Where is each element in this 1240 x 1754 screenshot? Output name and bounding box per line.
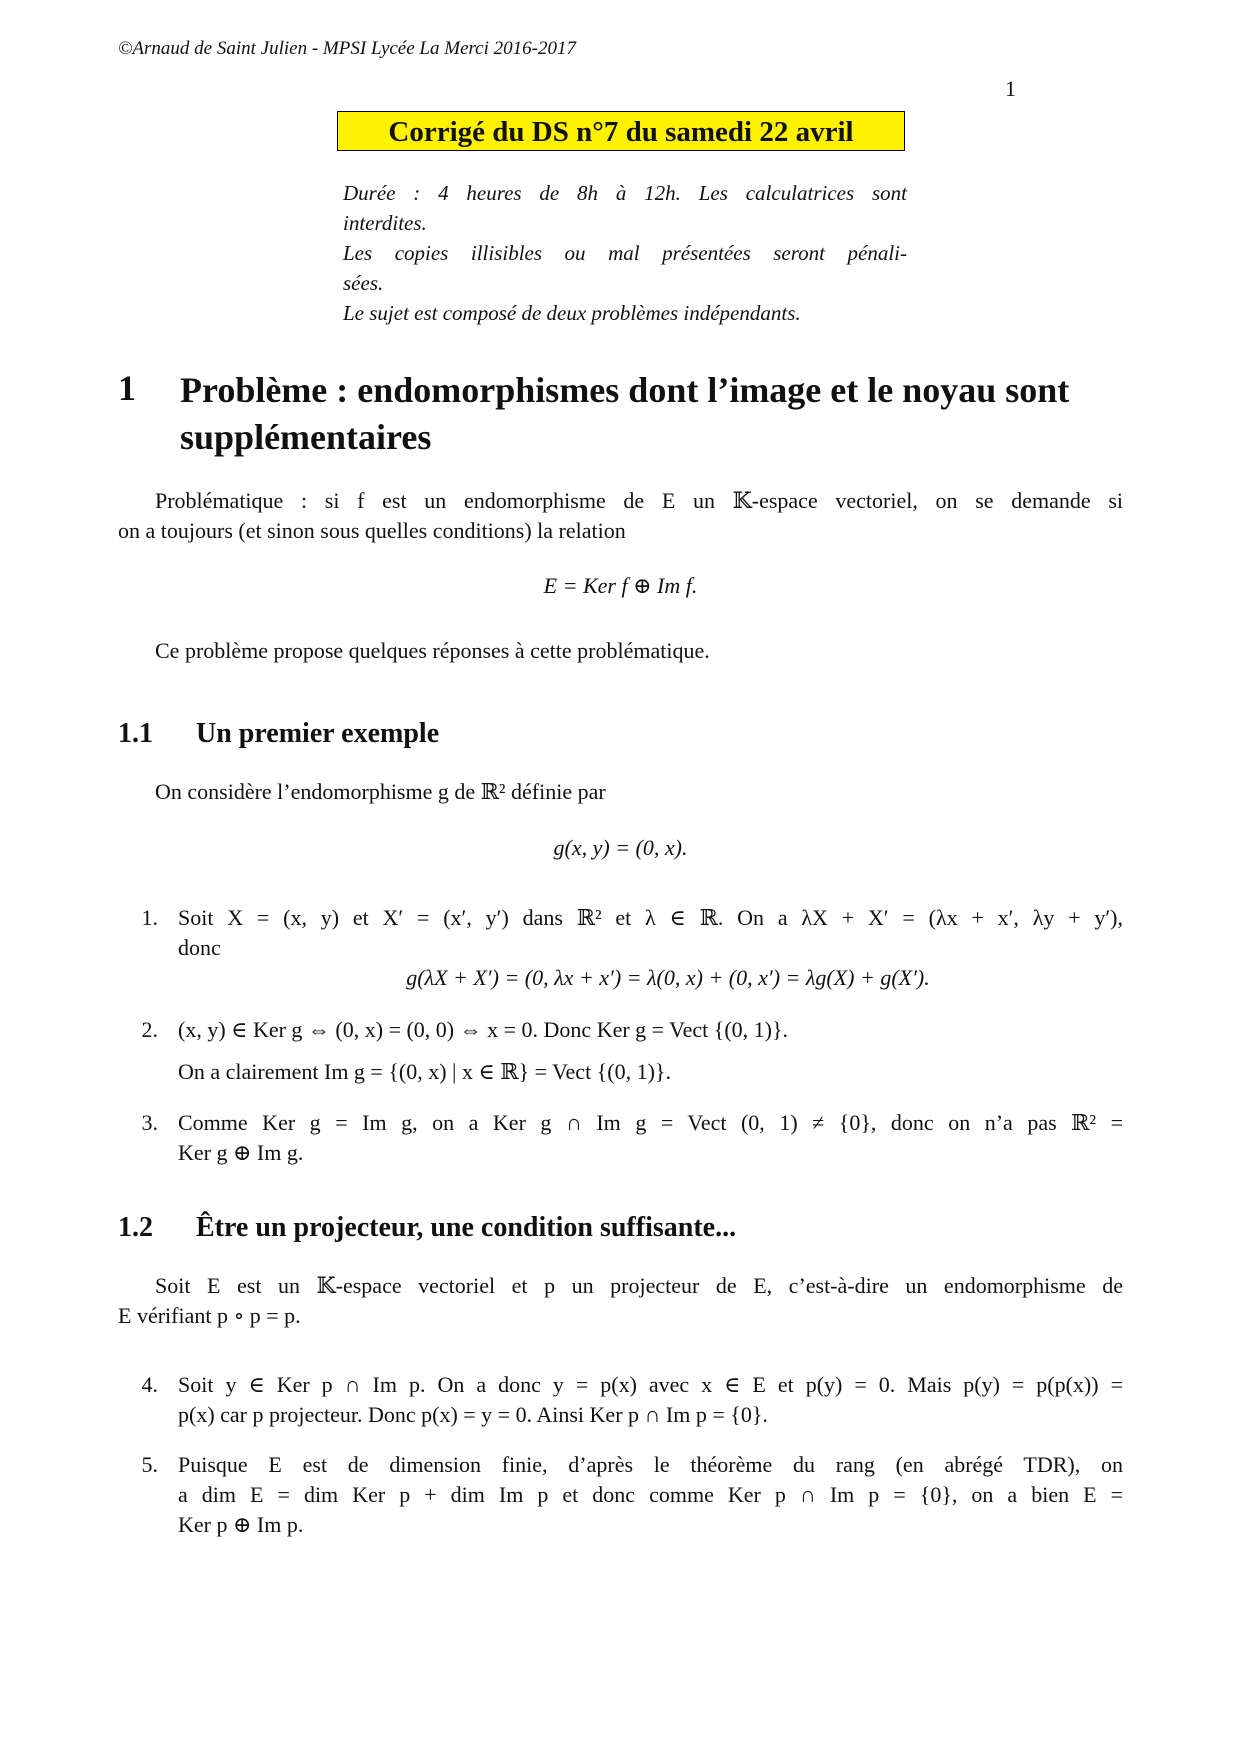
intro-line-3: Les copies illisibles ou mal présentées seront pénali- <box>343 241 907 265</box>
list-item-1 <box>118 903 1123 1003</box>
equation-g-definition: g(x, y) = (0, x). <box>553 835 688 860</box>
item-3-line-1: Comme Ker g = Im g, on a Ker g ∩ Im g = Vect (0, 1) ≠ {0}, donc on n’a pas ℝ² = <box>178 1110 1123 1135</box>
problem-summary: Ce problème propose quelques réponses à cette problématique. <box>155 638 710 663</box>
item-number: 1. <box>141 905 158 930</box>
item-number: 5. <box>141 1452 158 1477</box>
item-1-line-2: donc <box>178 935 221 960</box>
projector-intro-line-2: E vérifiant p ∘ p = p. <box>118 1303 301 1328</box>
intro-line-5: Le sujet est composé de deux problèmes indépendants. <box>343 301 801 325</box>
projector-intro-line-1: Soit E est un 𝕂-espace vectoriel et p un projecteur de E, c’est-à-dire un endomorphisme de <box>155 1273 1123 1298</box>
section-1-1-number: 1.1 <box>118 718 153 749</box>
list-item-5 <box>118 1450 1123 1550</box>
item-number: 2. <box>141 1017 158 1042</box>
item-2-line-2: On a clairement Im g = {(0, x) | x ∈ ℝ} = Vect {(0, 1)}. <box>178 1059 671 1084</box>
header-author: ©Arnaud de Saint Julien - MPSI Lycée La Merci 2016-2017 <box>118 38 576 59</box>
item-5-line-2: a dim E = dim Ker p + dim Im p et donc comme Ker p ∩ Im p = {0}, on a bien E = <box>178 1482 1123 1507</box>
item-1-line-1: Soit X = (x, y) et X′ = (x′, y′) dans ℝ² et λ ∈ ℝ. On a λX + X′ = (λx + x′, λy + y′), <box>178 905 1123 930</box>
list-item-2 <box>118 1015 1123 1085</box>
item-5-line-1: Puisque E est de dimension finie, d’après le théorème du rang (en abrégé TDR), on <box>178 1452 1123 1477</box>
problem-statement-line-1: Problématique : si f est un endomorphisme de E un 𝕂-espace vectoriel, on se demande si <box>155 488 1123 513</box>
item-2-line-1: (x, y) ∈ Ker g ⇔ (0, x) = (0, 0) ⇔ x = 0. Donc Ker g = Vect {(0, 1)}. <box>178 1017 789 1042</box>
problem-statement-line-2: on a toujours (et sinon sous quelles conditions) la relation <box>118 518 626 543</box>
equation-kernel-image: E = Ker f ⊕ Im f. <box>543 573 698 598</box>
section-1-2-number: 1.2 <box>118 1212 153 1243</box>
list-item-3 <box>118 1108 1123 1178</box>
item-3-line-2: Ker g ⊕ Im g. <box>178 1140 304 1165</box>
item-4-line-2: p(x) car p projecteur. Donc p(x) = y = 0. Ainsi Ker p ∩ Im p = {0}. <box>178 1402 768 1427</box>
example-intro: On considère l’endomorphisme g de ℝ² définie par <box>155 779 606 804</box>
exam-instructions <box>343 178 907 328</box>
item-1-equation: g(λX + X′) = (0, λx + x′) = λ(0, x) + (0, x′) = λg(X) + g(X′). <box>406 965 930 990</box>
item-5-line-3: Ker p ⊕ Im p. <box>178 1512 304 1537</box>
item-number: 4. <box>141 1372 158 1397</box>
page-header <box>118 38 1128 101</box>
section-1-1-title: Un premier exemple <box>196 718 440 749</box>
item-4-line-1: Soit y ∈ Ker p ∩ Im p. On a donc y = p(x) avec x ∈ E et p(y) = 0. Mais p(y) = p(p(x)) = <box>178 1372 1123 1397</box>
section-1-2-title: Être un projecteur, une condition suffisante... <box>196 1212 737 1243</box>
intro-line-2: interdites. <box>343 211 427 235</box>
document-title: Corrigé du DS n°7 du samedi 22 avril <box>337 111 905 151</box>
intro-line-1: Durée : 4 heures de 8h à 12h. Les calculatrices sont <box>343 181 907 205</box>
intro-line-4: sées. <box>343 271 384 295</box>
page-number: 1 <box>1005 76 1016 101</box>
list-item-4 <box>118 1370 1123 1440</box>
section-1-title: Problème : endomorphismes dont l’image et le noyau sont supplémentaires <box>180 370 1070 457</box>
section-1-number: 1 <box>118 368 136 408</box>
item-number: 3. <box>141 1110 158 1135</box>
